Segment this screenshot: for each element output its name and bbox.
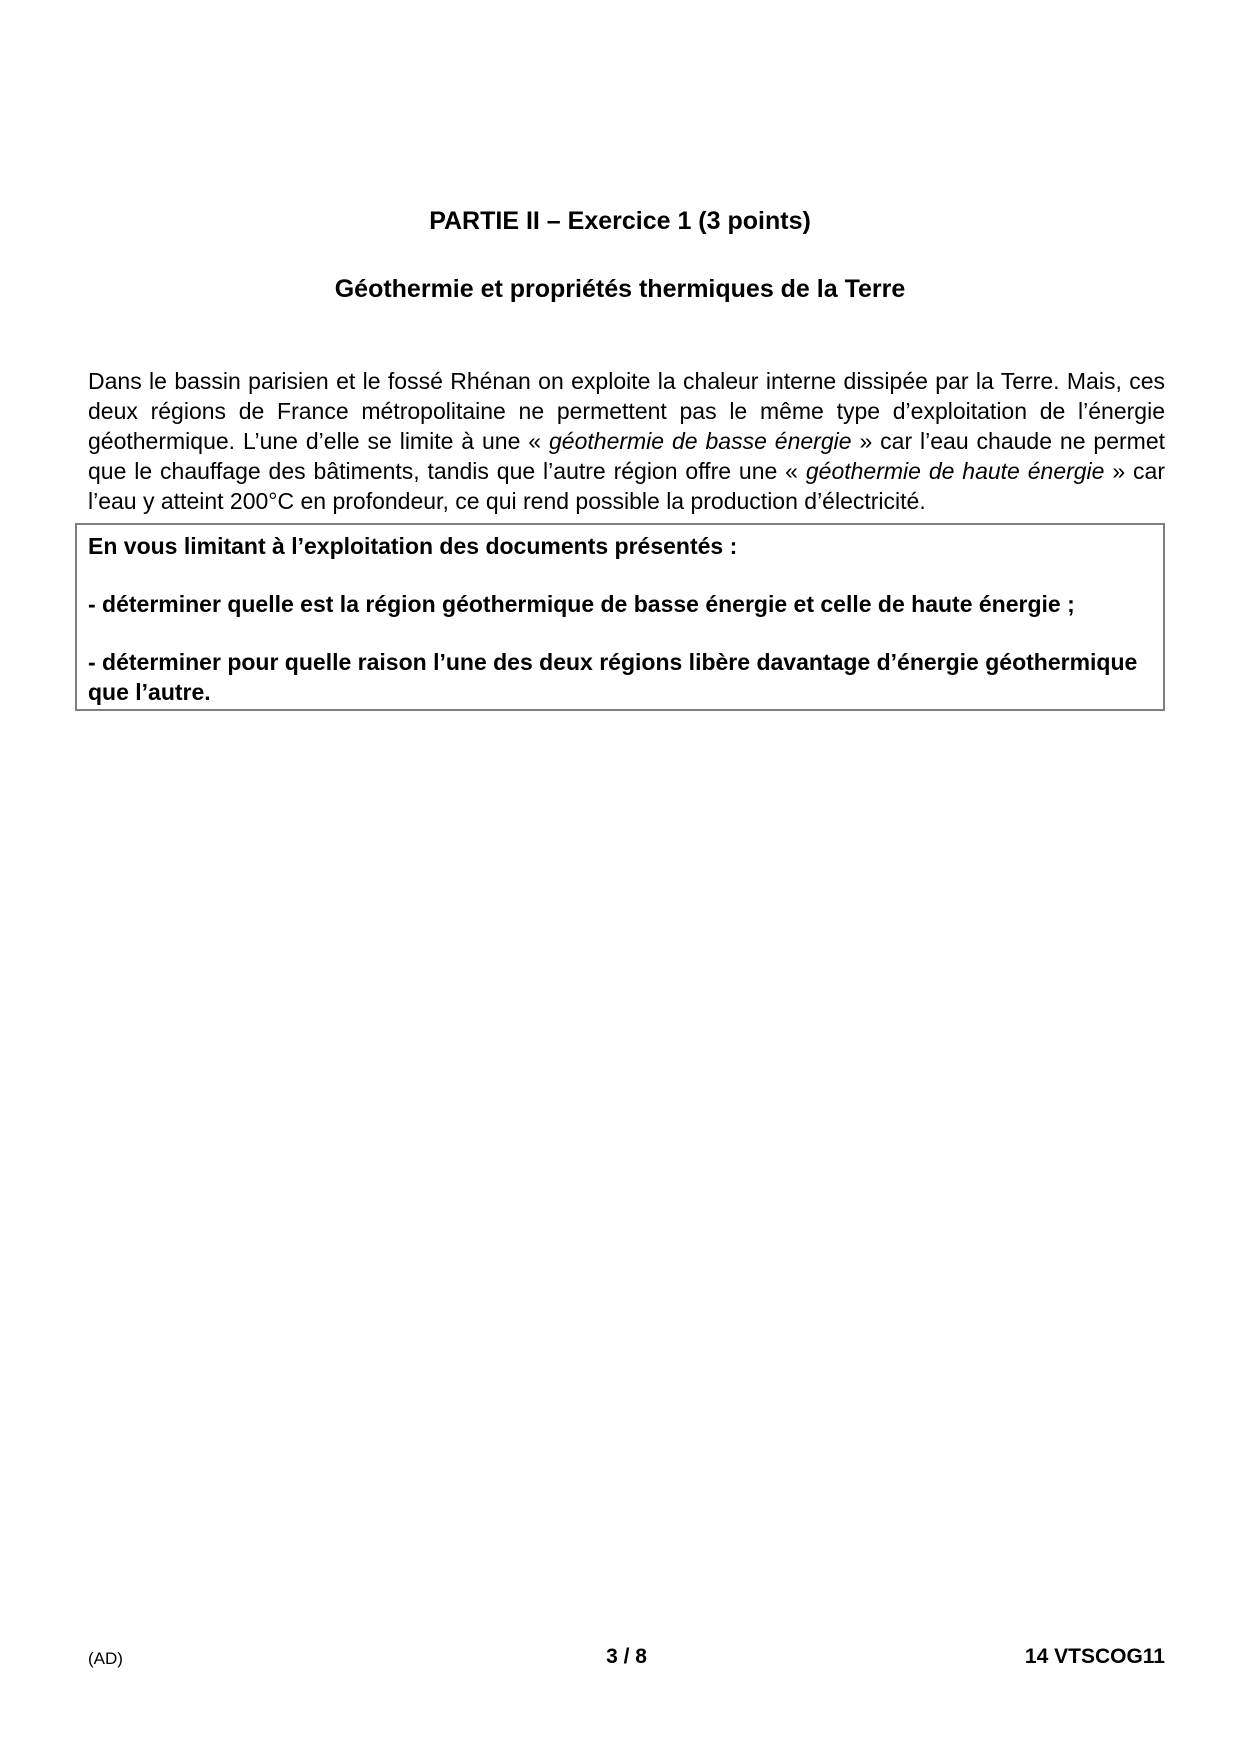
- intro-paragraph: [88, 366, 1165, 516]
- intro-line-5-text: l’eau y atteint 200°C en profondeur, ce qui rend possible la production d’électricité.: [88, 488, 926, 514]
- task-item-2-line-1: - déterminer pour quelle raison l’une des deux régions libère davantage d’énergie géothermique: [88, 649, 1138, 675]
- task-item-2: [88, 647, 1151, 707]
- task-item-2-line-2: que l’autre.: [88, 679, 211, 705]
- intro-line-5: [88, 486, 1165, 516]
- page-subtitle: Géothermie et propriétés thermiques de la Terre: [334, 275, 906, 303]
- intro-line-2: [88, 396, 1165, 426]
- page-title: PARTIE II – Exercice 1 (3 points): [429, 207, 811, 235]
- intro-line-3-italic: géothermie de basse énergie: [549, 428, 852, 454]
- intro-line-1-text: Dans le bassin parisien et le fossé Rhénan on exploite la chaleur interne dissipée par la Terre. Mais, ces: [88, 368, 1165, 394]
- footer-author-code: (AD): [88, 1649, 123, 1668]
- task-box: [75, 523, 1165, 711]
- intro-line-4: [88, 456, 1165, 486]
- intro-line-1: [88, 366, 1165, 396]
- intro-line-4-post: » car: [1104, 458, 1165, 484]
- page-footer: [88, 1645, 1165, 1675]
- footer-doc-reference: 14 VTSCOG11: [1024, 1645, 1165, 1668]
- task-box-intro: En vous limitant à l’exploitation des documents présentés :: [88, 533, 738, 559]
- intro-line-3-text: géothermique. L’une d’elle se limite à une «: [88, 428, 550, 454]
- intro-line-3-post: » car l’eau chaude ne permet: [851, 428, 1165, 454]
- intro-line-4-text: que le chauffage des bâtiments, tandis que l’autre région offre une «: [88, 458, 806, 484]
- intro-line-4-italic: géothermie de haute énergie: [805, 458, 1105, 484]
- task-item-1: - déterminer quelle est la région géothermique de basse énergie et celle de haute énergie ;: [88, 591, 1075, 617]
- footer-page-number: 3 / 8: [606, 1645, 647, 1668]
- intro-line-2-text: deux régions de France métropolitaine ne permettent pas le même type d’exploitation de l’énergie: [88, 398, 1165, 424]
- intro-line-3: [88, 426, 1165, 456]
